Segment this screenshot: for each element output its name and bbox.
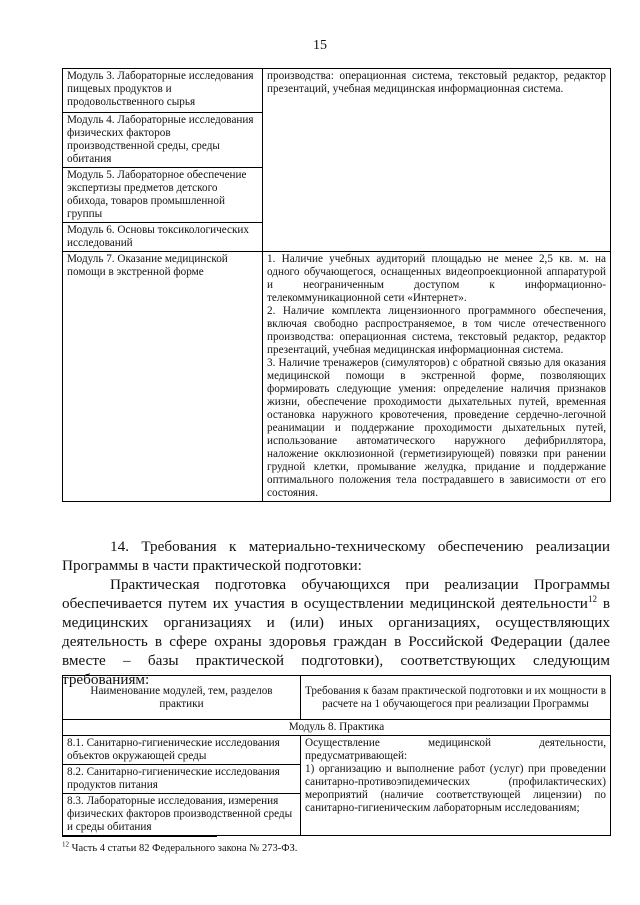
- section-14-heading: 14. Требования к материально-техническому обеспечению реализации Программы в части практической подготовки:: [62, 538, 610, 574]
- practice-row-8-1: 8.1. Санитарно-гигиенические исследования объектов окружающей среды: [63, 736, 301, 765]
- header-requirements: Требования к базам практической подготовки и их мощности в расчете на 1 обучающегося при реализации Программы: [301, 676, 611, 720]
- footnote-text: Часть 4 статьи 82 Федерального закона № 273-ФЗ.: [69, 843, 298, 854]
- requirement-2: 2. Наличие комплекта лицензионного программного обеспечения, включая свободно распространяемое, в том числе отечественного производства: операционная система, текстовый редактор, редактор презентаций, учебная медицинская информационная система.: [267, 305, 606, 356]
- module-4-cell: Модуль 4. Лабораторные исследования физических факторов производственной среды, среды обитания: [63, 113, 263, 168]
- requirement-item-1: 1) организацию и выполнение работ (услуг) при проведении санитарно-противоэпидемических (профилактических) мероприятий (наличие соответствующей лицензии) по санитарно-гигиеническим лабораторным исследованиям;: [305, 763, 606, 814]
- section-title: Модуль 8. Практика: [63, 720, 611, 736]
- requirements-continued-cell: производства: операционная система, текстовый редактор, редактор презентаций, учебная медицинская информационная система.: [263, 69, 611, 252]
- page-number: 15: [313, 38, 327, 53]
- equipment-table: [62, 68, 611, 502]
- requirement-3: 3. Наличие тренажеров (симуляторов) с обратной связью для оказания медицинской помощи в экстренной форме, позволяющих формировать следующие умения: определение наличия признаков жизни, обеспечение проходимости дыхательных путей, временная остановка наружного кровотечения, проведение сердечно-легочной реанимации и поддержание проходимости дыхательных путей, использование автоматического наружного дефибриллятора, наложение окклюзионной (герметизирующей) повязки при ранении грудной клетки, промывание желудка, придание и поддержание оптимального положения тела пострадавшего в зависимости от его состояния.: [267, 357, 606, 499]
- footnote-ref: 12: [587, 593, 597, 604]
- practice-bases-table: [62, 675, 611, 836]
- practice-row-8-2: 8.2. Санитарно-гигиенические исследования продуктов питания: [63, 765, 301, 794]
- module-7-cell: Модуль 7. Оказание медицинской помощи в экстренной форме: [63, 252, 263, 502]
- module-5-cell: Модуль 5. Лабораторное обеспечение экспертизы предметов детского обихода, товаров промышленной группы: [63, 168, 263, 223]
- header-modules: Наименование модулей, тем, разделов практики: [63, 676, 301, 720]
- practice-requirements-cell: [301, 736, 611, 836]
- practice-row-8-3: 8.3. Лабораторные исследования, измерения физических факторов производственной среды и среды обитания: [63, 794, 301, 836]
- module-7-requirements-cell: [263, 252, 611, 502]
- module-3-cell: Модуль 3. Лабораторные исследования пищевых продуктов и продовольственного сырья: [63, 69, 263, 113]
- requirement-intro: Осуществление медицинской деятельности, предусматривающей:: [305, 737, 606, 762]
- footnote: $^{12}$ Часть 4 статьи 82 Федерального закона № 273-ФЗ.: [62, 840, 298, 854]
- module-6-cell: Модуль 6. Основы токсикологических исследований: [63, 223, 263, 252]
- section-14-body: Практическая подготовка обучающихся при реализации Программы обеспечивается путем их участия в осуществлении медицинской деятельности$^{12}$ в медицинских организациях и (или) иных организациях, осуществляющих деятельность в сфере охраны здоровья граждан в Российской Федерации (далее вместе – базы практической подготовки), соответствующих следующим требованиям:: [62, 576, 611, 688]
- footnote-divider: [62, 836, 217, 837]
- requirement-1: 1. Наличие учебных аудиторий площадью не менее 2,5 кв. м. на одного обучающегося, оснащенных видеопроекционной аппаратурой и неограниченным доступом к информационно-телекоммуникационной сети «Интернет».: [267, 253, 606, 304]
